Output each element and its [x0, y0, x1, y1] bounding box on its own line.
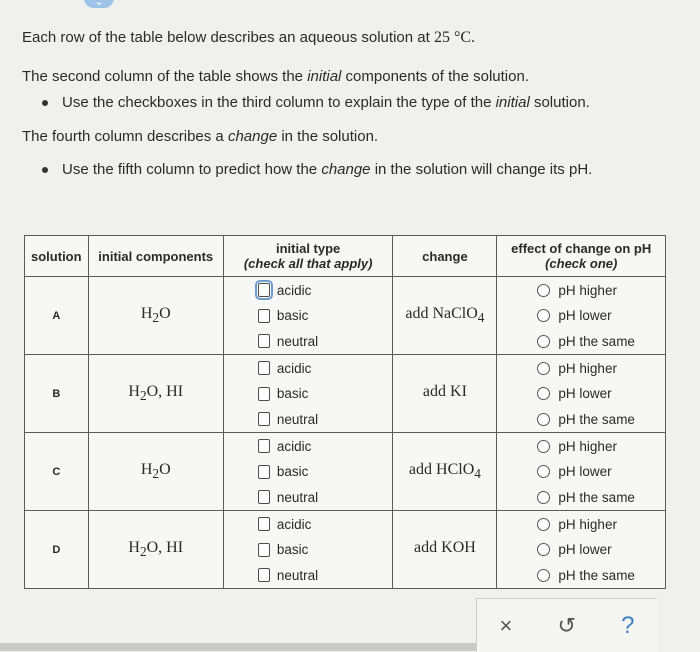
effect-option[interactable] [537, 562, 665, 588]
instruction-3: The fourth column describes a change in the solution. [22, 128, 379, 145]
change-cell: add KOH [393, 511, 497, 589]
initial-components: $H_2O$ [88, 433, 223, 511]
type-option-label: neutral [276, 567, 319, 583]
radio-icon[interactable] [537, 413, 550, 426]
effect-option-label: pH higher [558, 438, 617, 454]
effect-option-label: pH lower [558, 464, 612, 479]
table-row [25, 433, 666, 511]
type-option[interactable] [258, 381, 393, 407]
type-option[interactable] [258, 328, 393, 354]
type-option[interactable] [258, 406, 393, 432]
radio-icon[interactable] [537, 491, 550, 504]
effect-option-label: pH lower [558, 542, 612, 557]
radio-icon[interactable] [537, 465, 550, 478]
header-initial-components: initial components [88, 236, 223, 277]
initial-components: $H_2O$, HI [88, 511, 223, 589]
effect-option-label: pH the same [558, 333, 635, 349]
header-solution: solution [25, 236, 89, 277]
effect-cell [497, 433, 666, 511]
checkbox-icon[interactable] [258, 309, 270, 323]
radio-icon[interactable] [537, 543, 550, 556]
radio-icon[interactable] [537, 309, 550, 322]
effect-cell [497, 355, 666, 433]
type-option[interactable] [258, 484, 393, 510]
type-option[interactable] [258, 562, 393, 588]
effect-option-label: pH higher [558, 516, 617, 532]
type-option[interactable] [258, 511, 393, 537]
effect-option[interactable] [537, 484, 665, 510]
checkbox-icon[interactable] [258, 387, 270, 401]
type-option[interactable] [258, 433, 393, 459]
checkbox-icon[interactable] [258, 490, 270, 504]
instruction-bullet-2: Use the fifth column to predict how the change in the solution will change its pH. [42, 161, 592, 178]
effect-option-label: pH lower [558, 308, 612, 323]
radio-icon[interactable] [537, 335, 550, 348]
change-cell: add NaClO$_4$ [393, 277, 497, 355]
type-option-label: basic [276, 386, 309, 401]
change-cell: add HClO$_4$ [393, 433, 497, 511]
solutions-table [24, 235, 666, 595]
effect-option-label: pH lower [558, 386, 612, 401]
type-option-label: acidic [276, 516, 312, 532]
radio-icon[interactable] [537, 284, 550, 297]
checkbox-icon[interactable] [258, 334, 270, 348]
effect-cell [497, 277, 666, 355]
effect-option-label: pH the same [558, 411, 635, 427]
initial-type-cell [223, 511, 393, 589]
checkbox-icon[interactable] [258, 283, 270, 297]
solution-label: D [25, 511, 89, 589]
type-option-label: neutral [276, 333, 319, 349]
effect-option-label: pH the same [558, 489, 635, 505]
checkbox-icon[interactable] [258, 517, 270, 531]
solution-label: A [25, 277, 89, 355]
table-row [25, 277, 666, 355]
bullet-icon [42, 100, 48, 106]
effect-option[interactable] [537, 537, 665, 563]
header-effect: effect of change on pH (check one) [497, 236, 666, 277]
type-option-label: acidic [276, 360, 312, 376]
action-bar [476, 598, 657, 652]
table-row [25, 355, 666, 433]
effect-cell [497, 511, 666, 589]
effect-option-label: pH higher [558, 360, 617, 376]
instruction-2: The second column of the table shows the initial components of the solution. [22, 68, 529, 85]
checkbox-icon[interactable] [258, 412, 270, 426]
type-option-label: acidic [276, 438, 312, 454]
radio-icon[interactable] [537, 387, 550, 400]
type-option[interactable] [258, 355, 393, 381]
checkbox-icon[interactable] [258, 439, 270, 453]
type-option-label: basic [276, 308, 309, 323]
bottom-strip [0, 643, 476, 651]
effect-option[interactable] [537, 459, 665, 485]
table-row [25, 511, 666, 589]
type-option[interactable] [258, 459, 393, 485]
type-option[interactable] [258, 303, 393, 329]
header-change: change [393, 236, 497, 277]
checkbox-icon[interactable] [258, 361, 270, 375]
bullet-icon [42, 167, 48, 173]
effect-option[interactable] [537, 511, 665, 537]
effect-option-label: pH higher [558, 282, 617, 298]
checkbox-icon[interactable] [258, 465, 270, 479]
type-option-label: neutral [276, 489, 319, 505]
checkbox-icon[interactable] [258, 543, 270, 557]
undo-icon[interactable]: ↺ [557, 612, 576, 638]
effect-option[interactable] [537, 355, 665, 381]
header-initial-type: initial type (check all that apply) [223, 236, 393, 277]
instruction-1: Each row of the table below describes an aqueous solution at 25 °C. [22, 29, 476, 46]
type-option-label: neutral [276, 411, 319, 427]
initial-type-cell [223, 277, 393, 355]
effect-option-label: pH the same [558, 567, 635, 583]
initial-components: $H_2O$ [88, 277, 223, 355]
solution-label: B [25, 355, 89, 433]
effect-option[interactable] [537, 328, 665, 354]
solution-label: C [25, 433, 89, 511]
instruction-bullet-1: Use the checkboxes in the third column to explain the type of the initial solution. [42, 94, 590, 111]
effect-option[interactable] [537, 406, 665, 432]
change-cell: add KI [393, 355, 497, 433]
type-option-label: acidic [276, 282, 312, 298]
collapse-chevron-icon[interactable]: ⌄ [84, 0, 114, 8]
effect-option[interactable] [537, 433, 665, 459]
checkbox-icon[interactable] [258, 568, 270, 582]
radio-icon[interactable] [537, 362, 550, 375]
initial-type-cell [223, 355, 393, 433]
help-icon[interactable]: ? [621, 611, 635, 639]
type-option[interactable] [258, 537, 393, 563]
effect-option[interactable] [537, 303, 665, 329]
type-option-label: basic [276, 464, 309, 479]
initial-type-cell [223, 433, 393, 511]
radio-icon[interactable] [537, 440, 550, 453]
radio-icon[interactable] [537, 569, 550, 582]
radio-icon[interactable] [537, 518, 550, 531]
effect-option[interactable] [537, 277, 665, 303]
type-option[interactable] [258, 277, 393, 303]
type-option-label: basic [276, 542, 309, 557]
close-icon[interactable]: × [499, 612, 513, 638]
initial-components: $H_2O$, HI [88, 355, 223, 433]
effect-option[interactable] [537, 381, 665, 407]
